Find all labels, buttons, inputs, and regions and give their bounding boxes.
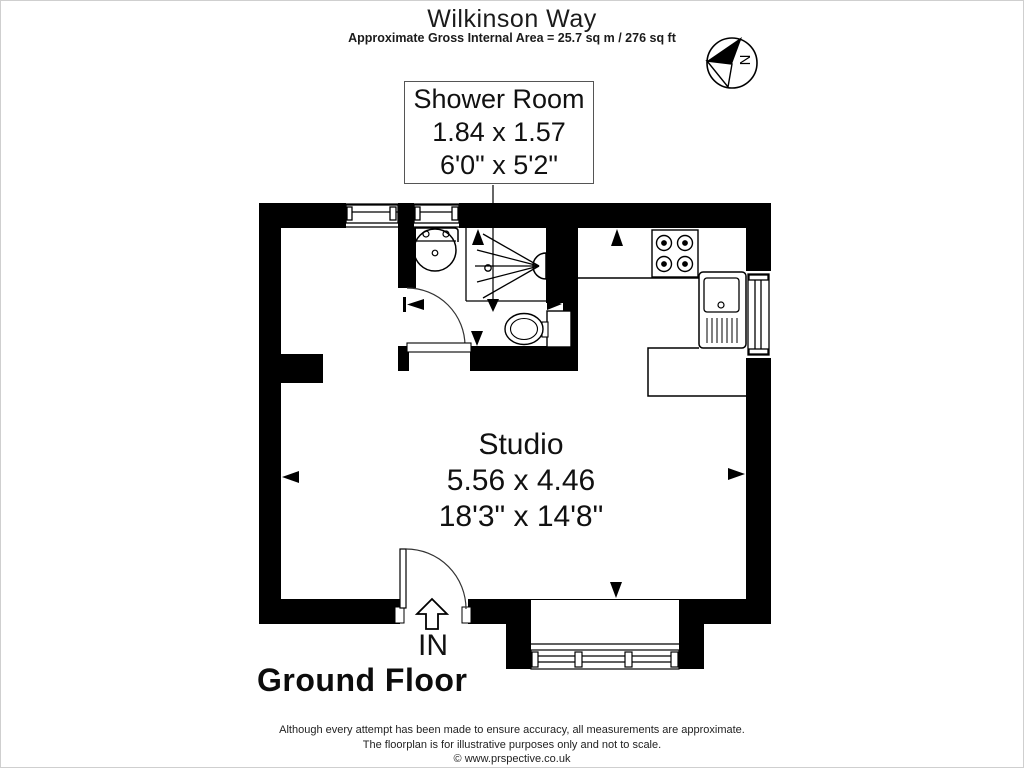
disclaimer-copyright: © www.prspective.co.uk <box>453 753 571 765</box>
floor-title: Ground Floor <box>257 662 468 698</box>
shower-room-size-imperial: 6'0" x 5'2" <box>439 150 559 180</box>
disclaimer <box>1 723 1023 767</box>
compass-north-label: N <box>737 54 754 66</box>
studio-label <box>361 427 681 535</box>
shower-room-name: Shower Room <box>413 84 585 114</box>
toilet-icon <box>505 311 571 347</box>
entrance-in-arrow-icon <box>417 599 447 629</box>
window-right-icon <box>748 274 769 355</box>
studio-size-metric: 5.56 x 4.46 <box>446 464 596 497</box>
window-top-right-icon <box>414 204 459 227</box>
shower-room-size-metric: 1.84 x 1.57 <box>432 117 566 147</box>
sink-icon <box>699 272 746 348</box>
shower-room-label-box <box>404 81 594 184</box>
page-subtitle: Approximate Gross Internal Area = 25.7 sq m / 276 sq ft <box>348 31 676 45</box>
window-top-left-icon <box>346 204 398 227</box>
studio-name: Studio <box>478 428 564 461</box>
shower-room-door <box>407 288 471 352</box>
hob-icon <box>652 230 698 277</box>
measurement-arrows <box>282 229 745 598</box>
disclaimer-line-1: Although every attempt has been made to ensure accuracy, all measurements are approximate. <box>279 724 745 736</box>
studio-size-imperial: 18'3" x 14'8" <box>438 500 604 533</box>
bay-window-icon <box>531 600 679 670</box>
basin-icon <box>413 228 458 271</box>
disclaimer-line-2: The floorplan is for illustrative purposes only and not to scale. <box>362 738 662 751</box>
entrance-label: IN <box>418 629 448 662</box>
page-title: Wilkinson Way <box>427 5 597 33</box>
